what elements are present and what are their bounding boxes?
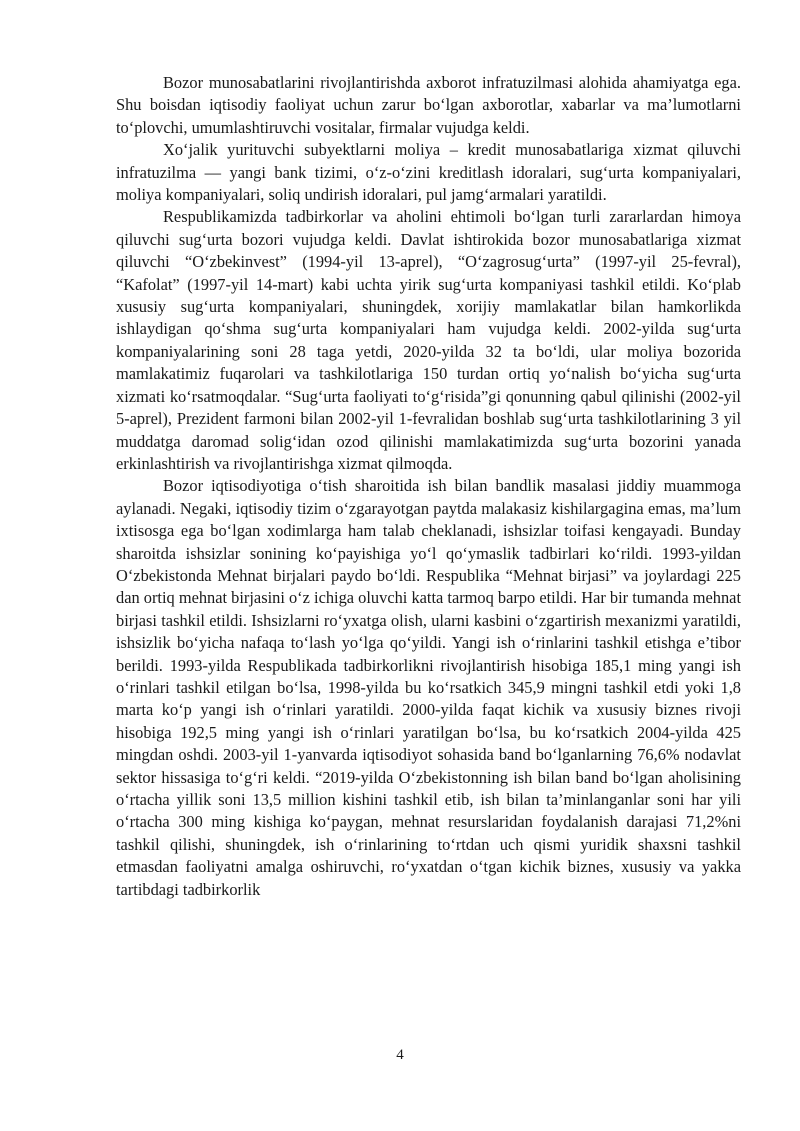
paragraph-credit-infrastructure: Xo‘jalik yurituvchi subyektlarni moliya – kredit munosabatlariga xizmat qiluvchi infratuzilma — yangi bank tizimi, o‘z-o‘zini kreditlash idoralari, sug‘urta kompaniyalari, moliya kompaniyalari, soliq undirish idoralari, pul jamg‘armalari yaratildi. <box>116 140 741 205</box>
paragraph-insurance-market: Respublikamizda tadbirkorlar va aholini ehtimoli bo‘lgan turli zararlardan himoya qiluvchi sug‘urta bozori vujudga keldi. Davlat ishtirokida bozor munosabatlariga xizmat qiluvchi “O‘zbekinvest” (1994-yil 13-aprel), “O‘zagrosug‘urta” (1997-yil 25-fevral), “Kafolat” (1997-yil 14-mart) kabi uchta yirik sug‘urta kompaniyasi tashkil etildi. Ko‘plab xususiy sug‘urta kompaniyalari, shuningdek, xorijiy mamlakatlar bilan hamkorlikda ishlaydigan qo‘shma sug‘urta kompaniyalari ham vujudga keldi. 2002-yilda sug‘urta kompaniyalarining soni 28 taga yetdi, 2020-yilda 32 ta bo‘ldi, ular moliya bozorida mamlakatimiz fuqarolari va tashkilotlariga 150 turdan ortiq yo‘nalish bo‘yicha sug‘urta xizmati ko‘rsatmoqdalar. “Sug‘urta faoliyati to‘g‘risida”gi qonunning qabul qilinishi (2002-yil 5-aprel), Prezident farmoni bilan 2002-yil 1-fevralidan boshlab sug‘urta tashkilotlarining 3 yil muddatga daromad solig‘idan ozod qilinishi mamlakatimizda sug‘urta bozorini yanada erkinlashtirish va rivojlantirishga xizmat qilmoqda. <box>116 207 741 473</box>
page-number: 4 <box>396 1047 404 1063</box>
paragraph-employment: Bozor iqtisodiyotiga o‘tish sharoitida ish bilan bandlik masalasi jiddiy muammoga aylanadi. Negaki, iqtisodiy tizim o‘zgarayotgan paytda malakasiz kishilargagina emas, ma’lum ixtisosga ega bo‘lgan xodimlarga ham talab cheklanadi, ishsizlar toifasi kengayadi. Bunday sharoitda ishsizlar sonining ko‘payishiga yo‘l qo‘ymaslik tadbirlari ko‘rildi. 1993-yildan O‘zbekistonda Mehnat birjalari paydo bo‘ldi. Respublika “Mehnat birjasi” va joylardagi 225 dan ortiq mehnat birjasini o‘z ichiga oluvchi katta tarmoq barpo etildi. Har bir tumanda mehnat birjasi tashkil etildi. Ishsizlarni ro‘yxatga olish, ularni kasbini o‘zgartirish mexanizmi yaratildi, ishsizlik bo‘yicha nafaqa to‘lash yo‘lga qo‘yildi. Yangi ish o‘rinlarini tashkil etishga e’tibor berildi. 1993-yilda Respublikada tadbirkorlikni rivojlantirish hisobiga 185,1 ming yangi ish o‘rinlari tashkil etilgan bo‘lsa, 1998-yilda bu ko‘rsatkich 345,9 mingni tashkil etdi yoki 1,8 marta ko‘p yangi ish o‘rinlari yaratildi. 2000-yilda faqat kichik va xususiy biznes rivoji hisobiga 192,5 ming yangi ish o‘rinlari yaratilgan bo‘lsa, bu ko‘rsatkich 2004-yilda 425 mingdan oshdi. 2003-yil 1-yanvarda iqtisodiyot sohasida band bo‘lganlarning 76,6% nodavlat sektor hissasiga to‘g‘ri keldi. “2019-yilda O‘zbekistonning ish bilan band bo‘lgan aholisining o‘rtacha yillik soni 13,5 million kishini tashkil etib, ish bilan ta’minlanganlar soni har yili o‘rtacha 300 ming kishiga ko‘paygan, mehnat resurslaridan foydalanish darajasi 71,2%ni tashkil qilishi, shuningdek, ish o‘rinlarining to‘rtdan uch qismi yuridik shaxsni tashkil etmasdan faoliyatni amalga oshiruvchi, ro‘yxatdan o‘tgan kichik biznes, xususiy va yakka tartibdagi tadbirkorlik <box>116 476 741 899</box>
body-text <box>116 72 741 901</box>
paragraph-information-infrastructure: Bozor munosabatlarini rivojlantirishda axborot infratuzilmasi alohida ahamiyatga ega. Shu boisdan iqtisodiy faoliyat uchun zarur bo‘lgan axborotlar, xabarlar va ma’lumotlarni to‘plovchi, umumlashtiruvchi vositalar, firmalar vujudga keldi. <box>116 73 741 137</box>
